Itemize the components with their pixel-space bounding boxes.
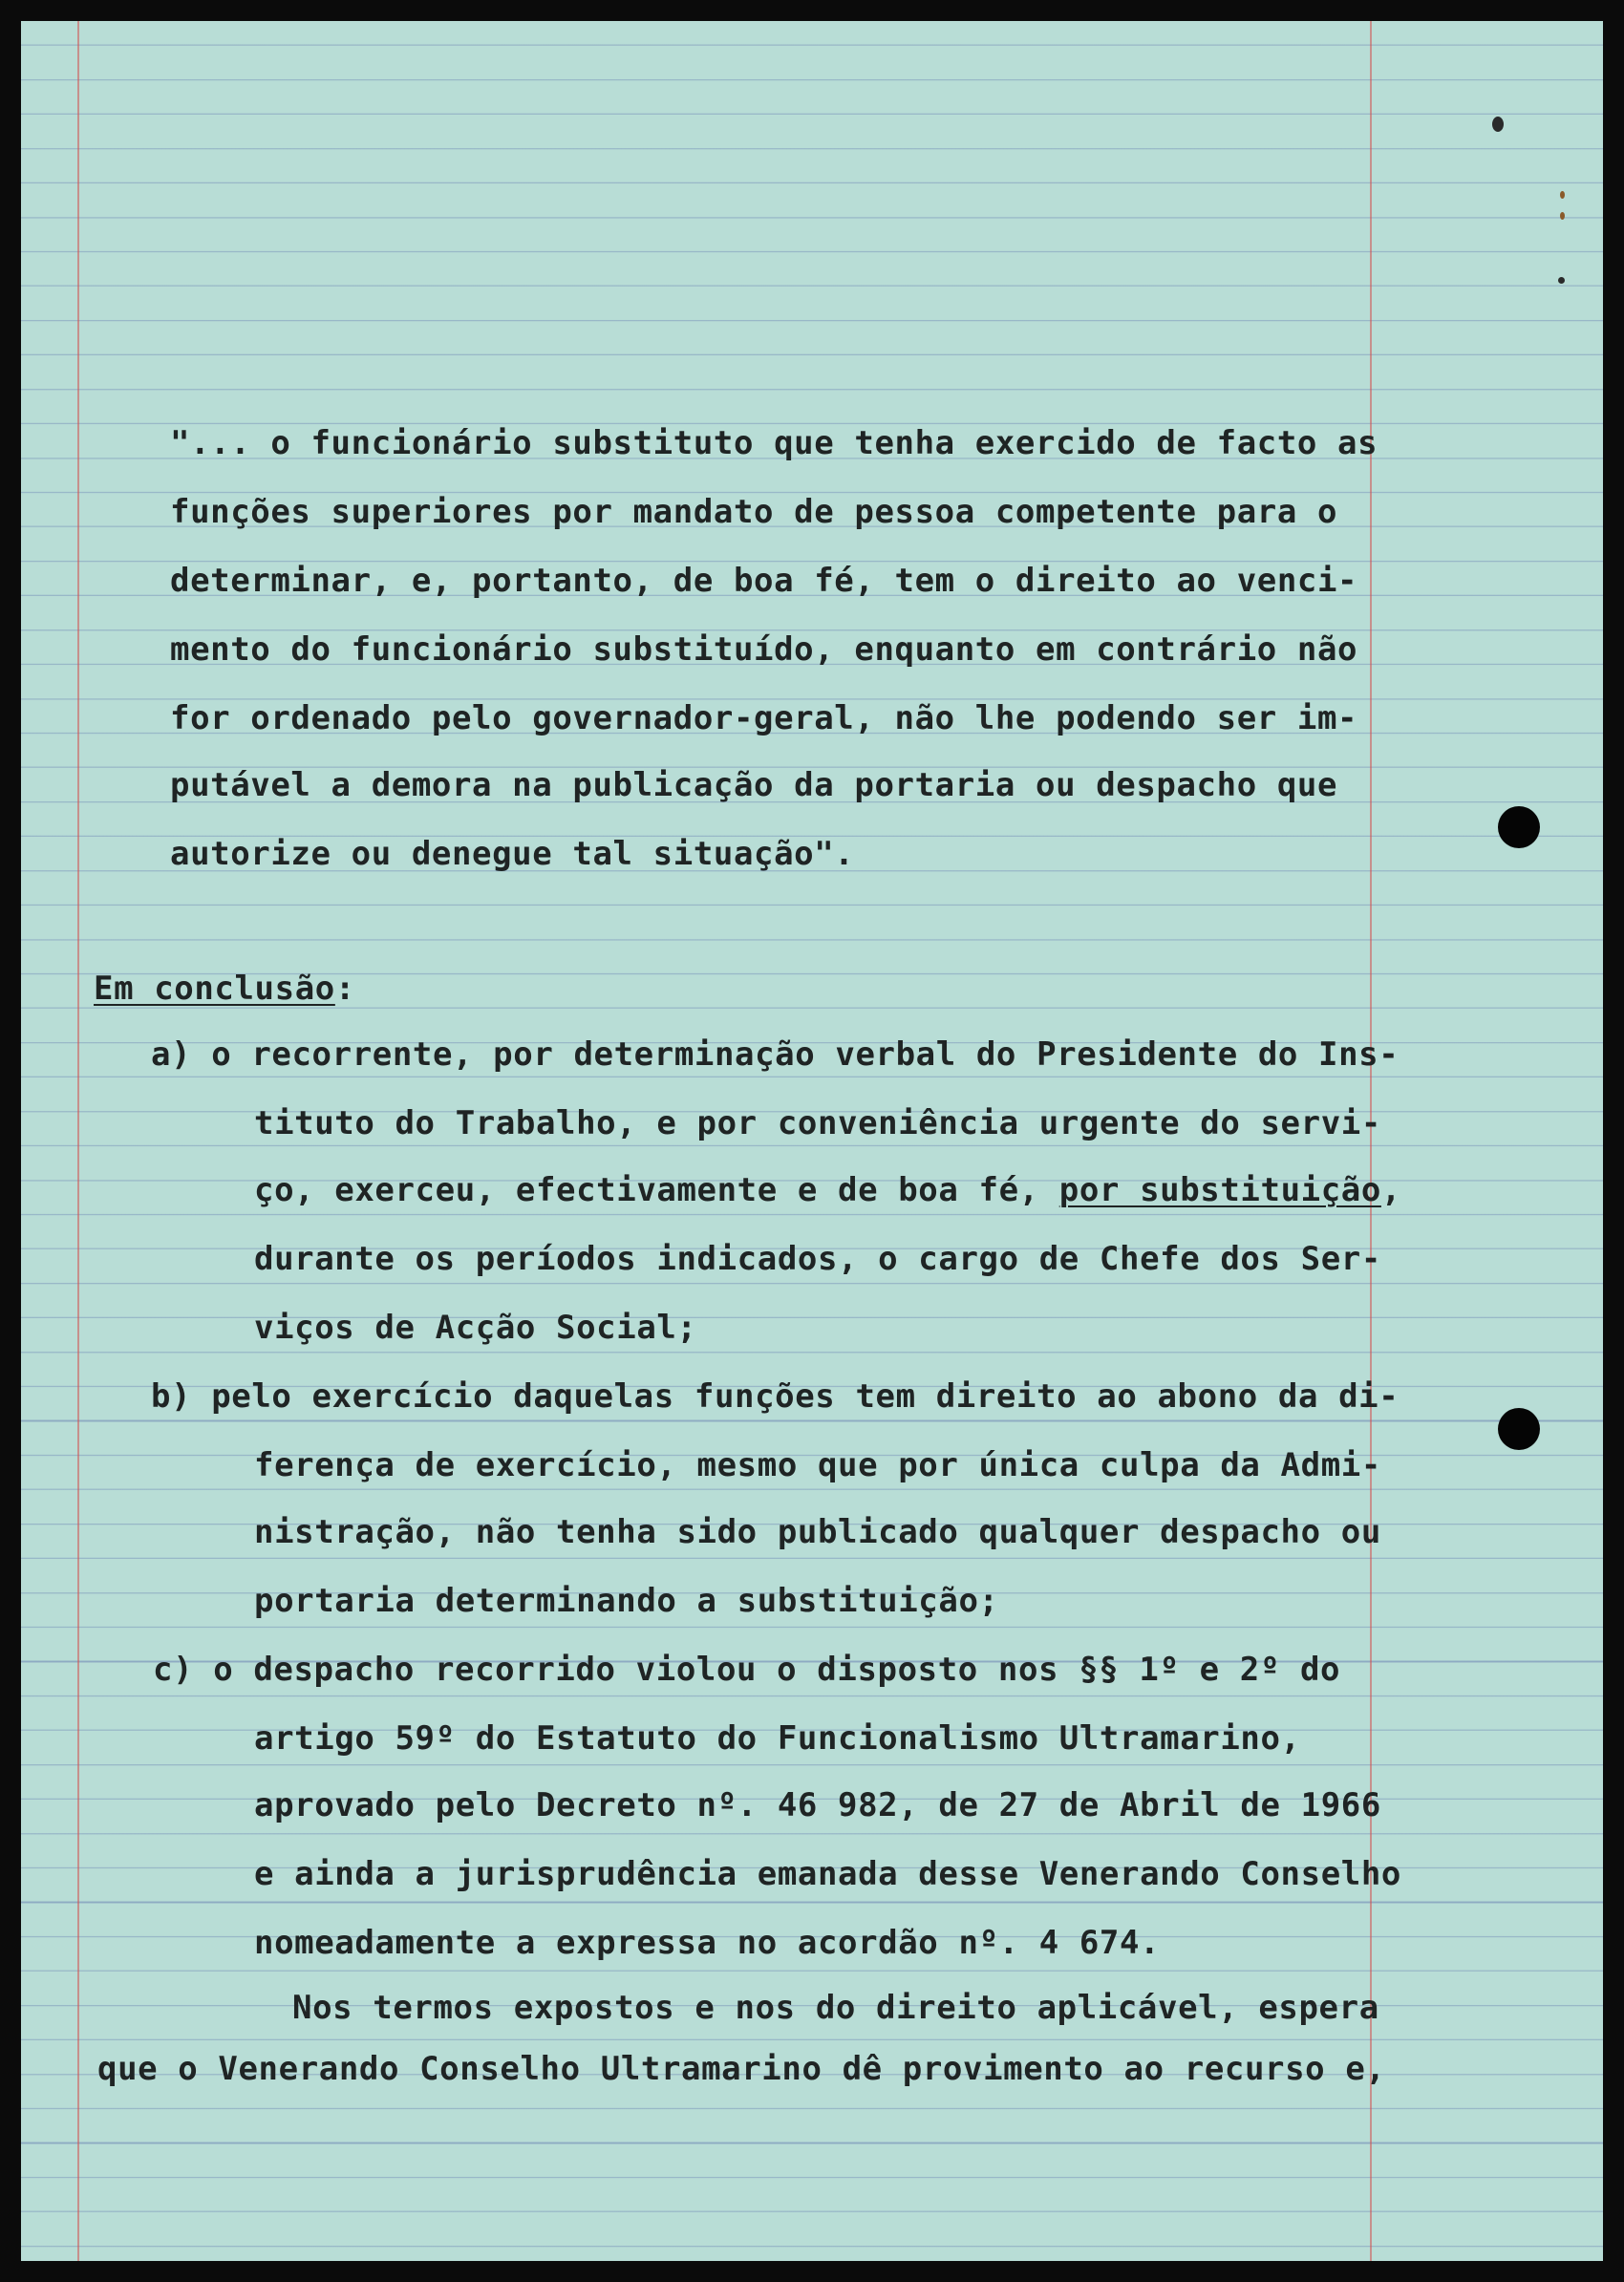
punch-hole-top [1498, 806, 1540, 848]
item-c-line: aprovado pelo Decreto nº. 46 982, de 27 de Abril de 1966 [254, 1786, 1381, 1824]
item-b-line: nistração, não tenha sido publicado qualquer despacho ou [254, 1513, 1381, 1551]
conclusion-heading: Em conclusão: [94, 970, 355, 1008]
ink-mark [1492, 117, 1504, 132]
item-a-line: ço, exerceu, efectivamente e de boa fé, por substituição, [254, 1171, 1401, 1209]
item-c-line: artigo 59º do Estatuto do Funcionalismo Ultramarino, [254, 1719, 1301, 1758]
ink-mark [1560, 191, 1565, 199]
item-b-line: b) pelo exercício daquelas funções tem direito ao abono da di- [151, 1377, 1400, 1416]
closing-line: Nos termos expostos e nos do direito aplicável, espera [292, 1989, 1379, 2027]
item-c-line: nomeadamente a expressa no acordão nº. 4 674. [254, 1924, 1161, 1962]
quote-line: "... o funcionário substituto que tenha exercido de facto as [170, 424, 1378, 462]
ink-mark [1558, 277, 1565, 284]
ink-mark [1560, 212, 1565, 220]
underlined-phrase: por substituição [1058, 1171, 1381, 1209]
item-b-line: ferença de exercício, mesmo que por única culpa da Admi- [254, 1446, 1381, 1484]
item-b-line: portaria determinando a substituição; [254, 1582, 999, 1620]
item-a-line: viços de Acção Social; [254, 1309, 697, 1347]
closing-line: que o Venerando Conselho Ultramarino dê provimento ao recurso e, [97, 2050, 1386, 2088]
quote-line: for ordenado pelo governador-geral, não lhe podendo ser im- [170, 699, 1358, 737]
item-c-line: e ainda a jurisprudência emanada desse Venerando Conselho [254, 1855, 1401, 1893]
quote-line: determinar, e, portanto, de boa fé, tem o direito ao venci- [170, 562, 1358, 600]
quote-line: mento do funcionário substituído, enquanto em contrário não [170, 630, 1358, 669]
quote-line: funções superiores por mandato de pessoa competente para o [170, 493, 1338, 531]
item-a-line: tituto do Trabalho, e por conveniência urgente do servi- [254, 1104, 1381, 1142]
item-a-line: durante os períodos indicados, o cargo de Chefe dos Ser- [254, 1240, 1381, 1278]
conclusion-heading-text: Em conclusão [94, 970, 335, 1008]
item-a-line: a) o recorrente, por determinação verbal do Presidente do Ins- [151, 1035, 1400, 1074]
punch-hole-bottom [1498, 1408, 1540, 1450]
quote-line: putável a demora na publicação da portaria ou despacho que [170, 766, 1338, 804]
item-c-line: c) o despacho recorrido violou o disposto nos §§ 1º e 2º do [153, 1651, 1341, 1689]
quote-line: autorize ou denegue tal situação". [170, 835, 855, 873]
